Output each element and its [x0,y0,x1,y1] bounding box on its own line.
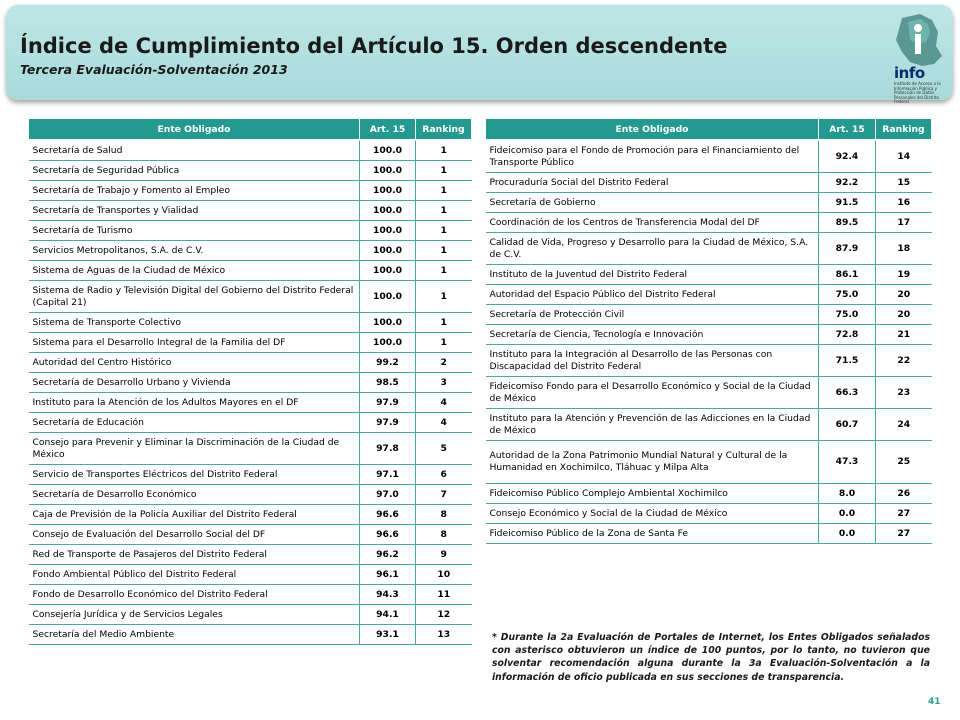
rank-cell: 25 [876,441,932,484]
column-header-entity: Ente Obligado [486,119,819,141]
score-cell: 96.6 [360,525,416,545]
entity-cell: Secretaría de Salud [29,140,360,161]
score-cell: 100.0 [360,201,416,221]
rank-cell: 21 [876,325,932,345]
entity-cell: Secretaría de Gobierno [486,193,819,213]
score-cell: 96.2 [360,545,416,565]
page-title: Índice de Cumplimiento del Artículo 15. Orden descendente [20,34,728,58]
rank-cell: 20 [876,305,932,325]
table-row [486,173,932,193]
entity-cell: Secretaría de Desarrollo Económico [29,485,360,505]
rank-cell: 17 [876,213,932,233]
page-subtitle: Tercera Evaluación-Solventación 2013 [20,62,288,77]
rank-cell: 1 [416,261,472,281]
entity-cell: Instituto para la Atención de los Adultos Mayores en el DF [29,393,360,413]
table-row [29,393,472,413]
entity-cell: Instituto para la Atención y Prevención de las Adicciones en la Ciudad de México [486,409,819,441]
score-cell: 72.8 [819,325,876,345]
score-cell: 89.5 [819,213,876,233]
rank-cell: 1 [416,221,472,241]
table-row [486,193,932,213]
table-row [29,585,472,605]
entity-cell: Secretaría de Protección Civil [486,305,819,325]
entity-cell: Sistema para el Desarrollo Integral de la Familia del DF [29,333,360,353]
entity-cell: Consejería Jurídica y de Servicios Legales [29,605,360,625]
rank-cell: 1 [416,313,472,333]
table-row [486,305,932,325]
entity-cell: Coordinación de los Centros de Transferencia Modal del DF [486,213,819,233]
score-cell: 97.0 [360,485,416,505]
table-row [29,241,472,261]
rank-cell: 1 [416,241,472,261]
table-row [486,377,932,409]
rank-cell: 4 [416,413,472,433]
score-cell: 87.9 [819,233,876,265]
entity-cell: Fideicomiso Fondo para el Desarrollo Económico y Social de la Ciudad de México [486,377,819,409]
table-row [486,233,932,265]
entity-cell: Autoridad de la Zona Patrimonio Mundial Natural y Cultural de la Humanidad en Xochimilco, Tláhuac y Milpa Alta [486,441,819,484]
score-cell: 97.1 [360,465,416,485]
rank-cell: 10 [416,565,472,585]
table-row [29,433,472,465]
entity-cell: Sistema de Radio y Televisión Digital del Gobierno del Distrito Federal (Capital 21) [29,281,360,313]
entity-cell: Fondo Ambiental Público del Distrito Federal [29,565,360,585]
table-row [486,504,932,524]
score-cell: 97.9 [360,413,416,433]
score-cell: 75.0 [819,305,876,325]
entity-cell: Red de Transporte de Pasajeros del Distrito Federal [29,545,360,565]
table-row [29,333,472,353]
table-row [486,345,932,377]
table-row [486,409,932,441]
rank-cell: 9 [416,545,472,565]
entity-cell: Secretaría del Medio Ambiente [29,625,360,645]
score-cell: 8.0 [819,484,876,504]
column-header-ranking: Ranking [416,119,472,141]
score-cell: 96.1 [360,565,416,585]
rank-cell: 11 [416,585,472,605]
rank-cell: 27 [876,504,932,524]
rank-cell: 8 [416,525,472,545]
rank-cell: 22 [876,345,932,377]
entity-cell: Instituto de la Juventud del Distrito Federal [486,265,819,285]
rank-cell: 1 [416,201,472,221]
score-cell: 86.1 [819,265,876,285]
score-cell: 93.1 [360,625,416,645]
table-header-row [29,119,472,141]
entity-cell: Autoridad del Espacio Público del Distrito Federal [486,285,819,305]
table-row [29,221,472,241]
table-row [486,441,932,484]
rank-cell: 1 [416,333,472,353]
rank-cell: 7 [416,485,472,505]
entity-cell: Secretaría de Turismo [29,221,360,241]
entity-cell: Secretaría de Trabajo y Fomento al Empleo [29,181,360,201]
table-row [29,261,472,281]
entity-cell: Consejo Económico y Social de la Ciudad de México [486,504,819,524]
rank-cell: 15 [876,173,932,193]
rank-cell: 27 [876,524,932,544]
entity-cell: Consejo para Prevenir y Eliminar la Discriminación de la Ciudad de México [29,433,360,465]
score-cell: 92.2 [819,173,876,193]
score-cell: 100.0 [360,333,416,353]
score-cell: 97.8 [360,433,416,465]
score-cell: 92.4 [819,140,876,173]
table-row [486,325,932,345]
entity-cell: Consejo de Evaluación del Desarrollo Social del DF [29,525,360,545]
rank-cell: 23 [876,377,932,409]
entity-cell: Servicios Metropolitanos, S.A. de C.V. [29,241,360,261]
logo-text: info [894,64,925,82]
table-row [29,465,472,485]
rank-cell: 4 [416,393,472,413]
table-row [29,565,472,585]
table-row [29,413,472,433]
score-cell: 100.0 [360,281,416,313]
rank-cell: 18 [876,233,932,265]
entity-cell: Secretaría de Educación [29,413,360,433]
score-cell: 100.0 [360,221,416,241]
score-cell: 100.0 [360,181,416,201]
rank-cell: 6 [416,465,472,485]
score-cell: 97.9 [360,393,416,413]
rank-cell: 12 [416,605,472,625]
entity-cell: Secretaría de Desarrollo Urbano y Vivienda [29,373,360,393]
table-row [29,485,472,505]
entity-cell: Instituto para la Integración al Desarrollo de las Personas con Discapacidad del Distrito Federal [486,345,819,377]
rank-cell: 8 [416,505,472,525]
column-header-article: Art. 15 [819,119,876,141]
table-row [29,505,472,525]
entity-cell: Servicio de Transportes Eléctricos del Distrito Federal [29,465,360,485]
table-row [29,545,472,565]
logo-subtext: Instituto de Acceso a la Información Pública y Protección de Datos Personales del Distrito Federal [894,81,941,104]
rank-cell: 3 [416,373,472,393]
rank-cell: 1 [416,140,472,161]
entity-cell: Procuraduría Social del Distrito Federal [486,173,819,193]
table-row [486,265,932,285]
score-cell: 0.0 [819,524,876,544]
rank-cell: 5 [416,433,472,465]
table-row [29,373,472,393]
table-row [29,313,472,333]
right-ranking-table [485,118,932,544]
rank-cell: 13 [416,625,472,645]
table-row [29,605,472,625]
table-row [486,140,932,173]
table-row [29,353,472,373]
score-cell: 100.0 [360,161,416,181]
entity-cell: Fideicomiso para el Fondo de Promoción para el Financiamiento del Transporte Público [486,140,819,173]
column-header-ranking: Ranking [876,119,932,141]
entity-cell: Secretaría de Ciencia, Tecnología e Innovación [486,325,819,345]
rank-cell: 1 [416,181,472,201]
score-cell: 99.2 [360,353,416,373]
score-cell: 47.3 [819,441,876,484]
score-cell: 100.0 [360,261,416,281]
table-row [29,161,472,181]
table-row [29,181,472,201]
table-row [29,525,472,545]
score-cell: 98.5 [360,373,416,393]
entity-cell: Secretaría de Seguridad Pública [29,161,360,181]
score-cell: 100.0 [360,241,416,261]
rank-cell: 1 [416,161,472,181]
entity-cell: Secretaría de Transportes y Vialidad [29,201,360,221]
entity-cell: Fideicomiso Público Complejo Ambiental Xochimilco [486,484,819,504]
score-cell: 71.5 [819,345,876,377]
entity-cell: Sistema de Transporte Colectivo [29,313,360,333]
table-row [29,140,472,161]
entity-cell: Fideicomiso Público de la Zona de Santa Fe [486,524,819,544]
table-row [29,281,472,313]
rank-cell: 14 [876,140,932,173]
entity-cell: Sistema de Aguas de la Ciudad de México [29,261,360,281]
entity-cell: Fondo de Desarrollo Económico del Distrito Federal [29,585,360,605]
score-cell: 0.0 [819,504,876,524]
rank-cell: 24 [876,409,932,441]
score-cell: 94.3 [360,585,416,605]
score-cell: 75.0 [819,285,876,305]
score-cell: 60.7 [819,409,876,441]
rank-cell: 26 [876,484,932,504]
column-header-article: Art. 15 [360,119,416,141]
table-row [486,524,932,544]
left-ranking-table [28,118,472,645]
entity-cell: Calidad de Vida, Progreso y Desarrollo para la Ciudad de México, S.A. de C.V. [486,233,819,265]
rank-cell: 2 [416,353,472,373]
table-header-row [486,119,932,141]
score-cell: 100.0 [360,140,416,161]
table-row [29,201,472,221]
rank-cell: 16 [876,193,932,213]
entity-cell: Autoridad del Centro Histórico [29,353,360,373]
score-cell: 66.3 [819,377,876,409]
score-cell: 96.6 [360,505,416,525]
column-header-entity: Ente Obligado [29,119,360,141]
page-number: 41 [928,697,941,707]
score-cell: 91.5 [819,193,876,213]
table-row [29,625,472,645]
table-row [486,484,932,504]
header-banner [6,4,953,100]
rank-cell: 20 [876,285,932,305]
table-row [486,213,932,233]
rank-cell: 1 [416,281,472,313]
entity-cell: Caja de Previsión de la Policía Auxiliar del Distrito Federal [29,505,360,525]
table-row [486,285,932,305]
footnote: * Durante la 2a Evaluación de Portales de Internet, los Entes Obligados señalados con asterisco obtuvieron un índice de 100 puntos, por lo tanto, no tuvieron que solventar recomendación alguna durante la 3a Evaluación-Solventación a la información de oficio publicada en sus secciones de transparencia. [492,632,930,683]
rank-cell: 19 [876,265,932,285]
score-cell: 94.1 [360,605,416,625]
score-cell: 100.0 [360,313,416,333]
